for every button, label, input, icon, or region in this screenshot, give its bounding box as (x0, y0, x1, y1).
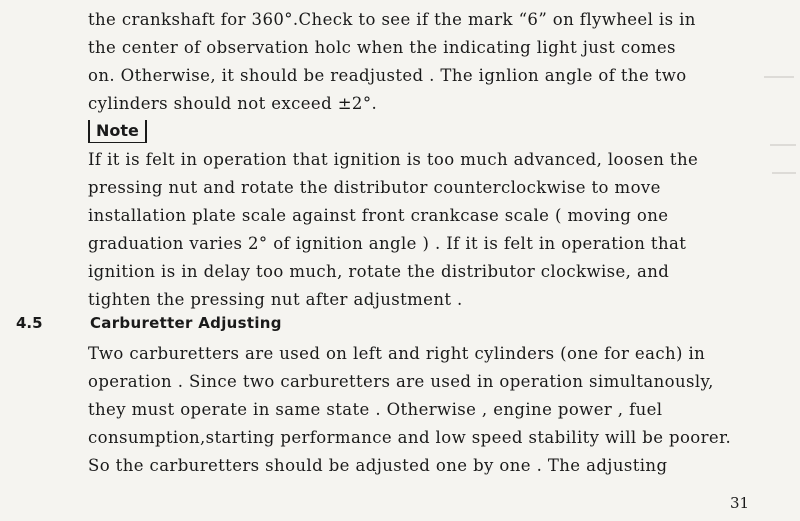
section-line: consumption,starting performance and low speed stability will be poorer. (88, 428, 732, 447)
section-line: So the carburetters should be adjusted one by one . The adjusting (88, 456, 668, 475)
paragraph-line: on. Otherwise, it should be readjusted . The ignlion angle of the two (88, 66, 687, 85)
paragraph-line: the center of observation holc when the indicating light just comes (88, 38, 676, 57)
note-line: installation plate scale against front crankcase scale ( moving one (88, 206, 669, 225)
paragraph-line: cylinders should not exceed ±2°. (88, 94, 378, 113)
page-number: 31 (730, 494, 750, 512)
section-line: they must operate in same state . Otherwise , engine power , fuel (88, 400, 663, 419)
section-line: operation . Since two carburetters are used in operation simultanously, (88, 372, 714, 391)
note-line: ignition is in delay too much, rotate the distributor clockwise, and (88, 262, 670, 281)
section-line: Two carburetters are used on left and right cylinders (one for each) in (88, 344, 706, 363)
note-line: pressing nut and rotate the distributor counterclockwise to move (88, 178, 661, 197)
scan-artifact (770, 144, 796, 146)
section-number: 4.5 (16, 314, 43, 332)
scan-artifact (764, 76, 794, 78)
section-title: Carburetter Adjusting (90, 314, 282, 332)
paragraph-line: the crankshaft for 360°.Check to see if the mark “6” on flywheel is in (88, 10, 696, 29)
note-line: graduation varies 2° of ignition angle ) . If it is felt in operation that (88, 234, 687, 253)
note-line: tighten the pressing nut after adjustment . (88, 290, 463, 309)
scan-artifact (772, 172, 796, 174)
note-label: Note (88, 120, 147, 143)
note-line: If it is felt in operation that ignition is too much advanced, loosen the (88, 150, 699, 169)
